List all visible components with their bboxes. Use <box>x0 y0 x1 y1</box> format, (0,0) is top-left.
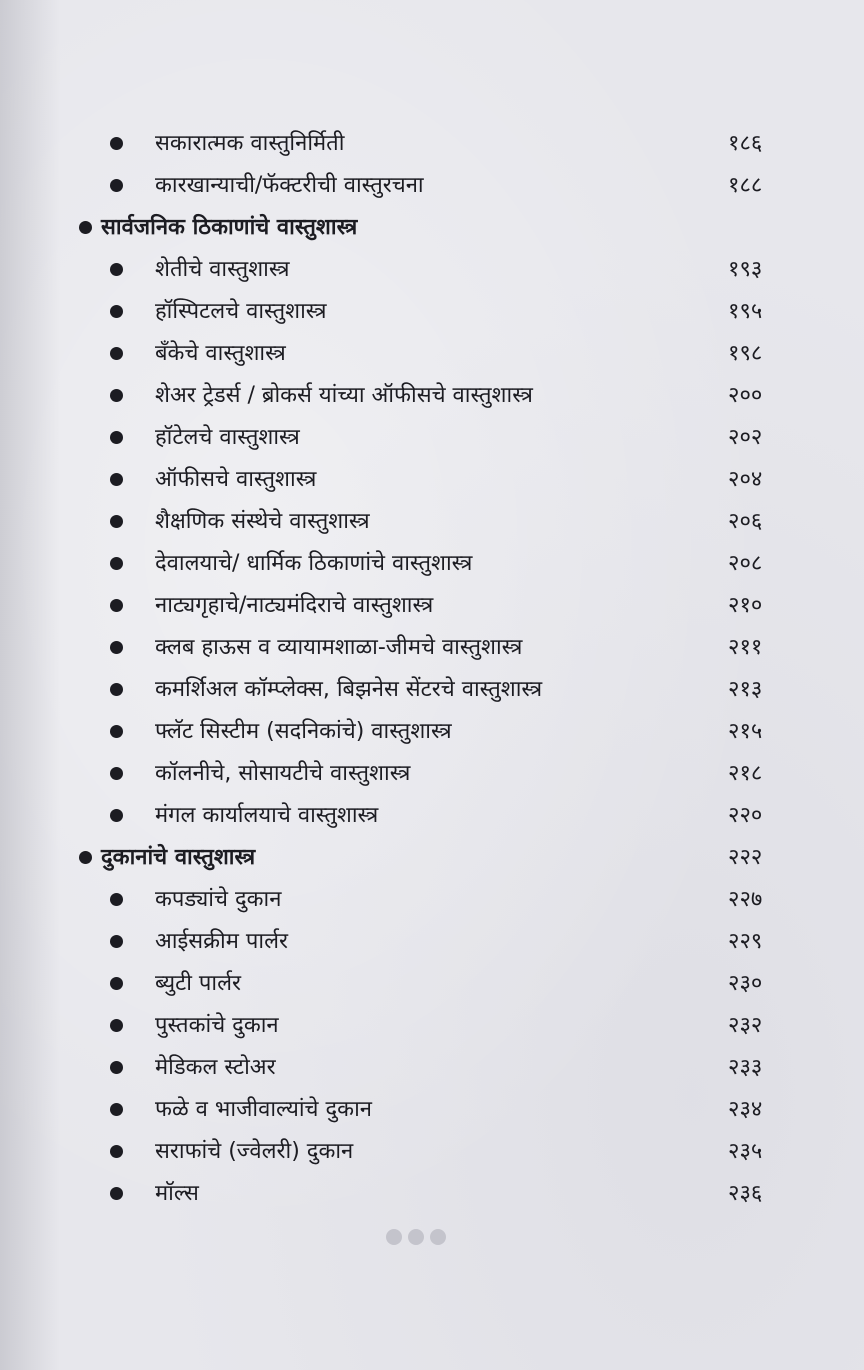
entry-title: देवालयाचे/ धार्मिक ठिकाणांचे वास्तुशास्त्र <box>155 551 473 576</box>
entry-title: हॉटेलचे वास्तुशास्त्र <box>155 425 300 450</box>
toc-entry <box>0 336 864 372</box>
entry-page: २१३ <box>728 677 763 702</box>
section-title: सार्वजनिक ठिकाणांचे वास्तुशास्त्र <box>101 215 358 240</box>
entry-title: नाट्यगृहाचे/नाट्यमंदिराचे वास्तुशास्त्र <box>155 593 434 618</box>
entry-page: २०६ <box>728 509 763 534</box>
entry-title: पुस्तकांचे दुकान <box>155 1013 279 1038</box>
entry-title: ऑफीसचे वास्तुशास्त्र <box>155 467 317 492</box>
toc-entry <box>0 966 864 1002</box>
entry-page: २२० <box>728 803 763 828</box>
entry-page: २१० <box>728 593 763 618</box>
bullet-icon <box>110 557 123 570</box>
bullet-icon <box>110 473 123 486</box>
entry-title: शैक्षणिक संस्थेचे वास्तुशास्त्र <box>155 509 370 534</box>
toc-entry <box>0 252 864 288</box>
toc-entry <box>0 1134 864 1170</box>
entry-title: सराफांचे (ज्वेलरी) दुकान <box>155 1139 354 1164</box>
toc-section-heading <box>0 840 864 876</box>
bullet-icon <box>110 137 123 150</box>
bullet-icon <box>110 893 123 906</box>
toc-entry <box>0 378 864 414</box>
entry-page: २३० <box>728 971 763 996</box>
toc-entry <box>0 1092 864 1128</box>
section-page: २२२ <box>728 845 763 870</box>
entry-title: मेडिकल स्टोअर <box>155 1055 276 1080</box>
entry-page: २३३ <box>728 1055 763 1080</box>
toc-entry <box>0 1176 864 1212</box>
entry-title: शेअर ट्रेडर्स / ब्रोकर्स यांच्या ऑफीसचे वास्तुशास्त्र <box>155 383 533 408</box>
toc-entry <box>0 504 864 540</box>
bullet-icon <box>110 977 123 990</box>
entry-title: ब्युटी पार्लर <box>155 971 242 996</box>
entry-title: कॉलनीचे, सोसायटीचे वास्तुशास्त्र <box>155 761 411 786</box>
toc-entry <box>0 588 864 624</box>
bullet-icon <box>110 809 123 822</box>
entry-title: शेतीचे वास्तुशास्त्र <box>155 257 290 282</box>
bullet-icon <box>110 683 123 696</box>
toc-entry <box>0 924 864 960</box>
end-ornament-icon <box>382 1226 466 1246</box>
toc-entry <box>0 420 864 456</box>
bullet-icon <box>110 935 123 948</box>
entry-title: फ्लॅट सिस्टीम (सदनिकांचे) वास्तुशास्त्र <box>155 719 452 744</box>
entry-title: कपड्यांचे दुकान <box>155 887 282 912</box>
entry-title: बँकेचे वास्तुशास्त्र <box>155 341 286 366</box>
entry-page: २०८ <box>728 551 763 576</box>
bullet-icon <box>110 1019 123 1032</box>
entry-title: क्लब हाऊस व व्यायामशाळा-जीमचे वास्तुशास्त्र <box>155 635 523 660</box>
bullet-icon <box>110 347 123 360</box>
bullet-icon <box>110 725 123 738</box>
toc-section-heading <box>0 210 864 246</box>
entry-title: कारखान्याची/फॅक्टरीची वास्तुरचना <box>155 173 424 198</box>
entry-page: २२९ <box>728 929 763 954</box>
entry-page: १९८ <box>728 341 763 366</box>
entry-page: १९३ <box>728 257 763 282</box>
entry-page: १८६ <box>728 131 763 156</box>
bullet-icon <box>110 1061 123 1074</box>
entry-page: २२७ <box>728 887 763 912</box>
bullet-icon <box>110 1187 123 1200</box>
entry-page: २३५ <box>728 1139 763 1164</box>
entry-title: मॉल्स <box>155 1181 199 1206</box>
bullet-icon <box>110 305 123 318</box>
bullet-icon <box>110 179 123 192</box>
entry-page: १८८ <box>728 173 763 198</box>
entry-page: २१५ <box>728 719 763 744</box>
bullet-icon <box>110 641 123 654</box>
toc-entry <box>0 546 864 582</box>
bullet-icon <box>79 851 92 864</box>
toc-entry <box>0 1050 864 1086</box>
toc-entry <box>0 462 864 498</box>
bullet-icon <box>110 767 123 780</box>
entry-page: २०४ <box>728 467 763 492</box>
bullet-icon <box>110 515 123 528</box>
toc-entry <box>0 714 864 750</box>
bullet-icon <box>110 1103 123 1116</box>
entry-page: २११ <box>728 635 763 660</box>
entry-title: सकारात्मक वास्तुनिर्मिती <box>155 131 345 156</box>
entry-title: फळे व भाजीवाल्यांचे दुकान <box>155 1097 372 1122</box>
bullet-icon <box>110 1145 123 1158</box>
toc-entry <box>0 1008 864 1044</box>
bullet-icon <box>110 431 123 444</box>
section-title: दुकानांचे वास्तुशास्त्र <box>101 845 256 870</box>
bullet-icon <box>110 389 123 402</box>
entry-page: २०२ <box>728 425 763 450</box>
entry-page: १९५ <box>728 299 763 324</box>
toc-entry <box>0 126 864 162</box>
entry-title: कमर्शिअल कॉम्प्लेक्स, बिझनेस सेंटरचे वास्तुशास्त्र <box>155 677 543 702</box>
toc-entry <box>0 630 864 666</box>
toc-entry <box>0 168 864 204</box>
entry-page: २१८ <box>728 761 763 786</box>
entry-page: २०० <box>728 383 763 408</box>
bullet-icon <box>110 263 123 276</box>
bullet-icon <box>79 221 92 234</box>
entry-page: २३२ <box>728 1013 763 1038</box>
entry-page: २३६ <box>728 1181 763 1206</box>
entry-page: २३४ <box>728 1097 763 1122</box>
toc-entry <box>0 882 864 918</box>
entry-title: मंगल कार्यालयाचे वास्तुशास्त्र <box>155 803 379 828</box>
entry-title: आईसक्रीम पार्लर <box>155 929 289 954</box>
bullet-icon <box>110 599 123 612</box>
entry-title: हॉस्पिटलचे वास्तुशास्त्र <box>155 299 327 324</box>
toc-entry <box>0 756 864 792</box>
toc-entry <box>0 672 864 708</box>
toc-entry <box>0 294 864 330</box>
toc-entry <box>0 798 864 834</box>
